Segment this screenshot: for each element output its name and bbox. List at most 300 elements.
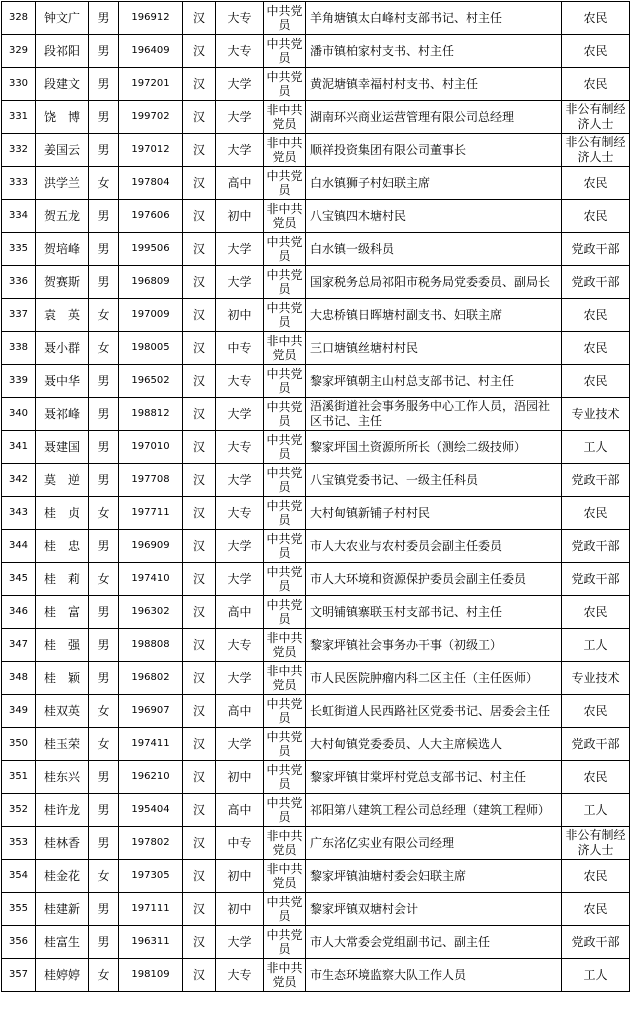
table-row [2,365,630,398]
sex-cell: 男 [89,101,119,134]
category-cell: 党政干部 [562,266,630,299]
birth-cell: 196912 [119,2,183,35]
row-number: 343 [2,497,36,530]
birth-cell: 197711 [119,497,183,530]
category-cell: 专业技术 [562,662,630,695]
category-cell: 农民 [562,68,630,101]
job-title-cell: 广东洺亿实业有限公司经理 [306,827,562,860]
birth-cell: 197010 [119,431,183,464]
party-cell: 中共党员 [264,563,306,596]
row-number: 354 [2,860,36,893]
row-number: 337 [2,299,36,332]
table-row [2,167,630,200]
education-cell: 大专 [216,629,264,662]
party-cell: 非中共党员 [264,200,306,233]
table-row [2,497,630,530]
row-number: 357 [2,959,36,992]
table-row [2,266,630,299]
name-cell: 桂金花 [36,860,89,893]
name-cell: 贺赛斯 [36,266,89,299]
category-cell: 非公有制经济人士 [562,134,630,167]
category-cell: 工人 [562,794,630,827]
row-number: 334 [2,200,36,233]
name-cell: 姜国云 [36,134,89,167]
party-cell: 中共党员 [264,266,306,299]
category-cell: 党政干部 [562,464,630,497]
sex-cell: 男 [89,761,119,794]
row-number: 353 [2,827,36,860]
ethnicity-cell: 汉 [183,530,216,563]
name-cell: 莫 逆 [36,464,89,497]
row-number: 330 [2,68,36,101]
category-cell: 党政干部 [562,563,630,596]
job-title-cell: 白水镇一级科员 [306,233,562,266]
birth-cell: 196302 [119,596,183,629]
party-cell: 中共党员 [264,35,306,68]
job-title-cell: 潘市镇柏家村支书、村主任 [306,35,562,68]
job-title-cell: 市人大常委会党组副书记、副主任 [306,926,562,959]
education-cell: 中专 [216,332,264,365]
party-cell: 中共党员 [264,167,306,200]
job-title-cell: 文明铺镇寨联玉村支部书记、村主任 [306,596,562,629]
name-cell: 桂林香 [36,827,89,860]
party-cell: 中共党员 [264,2,306,35]
row-number: 342 [2,464,36,497]
party-cell: 中共党员 [264,365,306,398]
party-cell: 中共党员 [264,233,306,266]
party-cell: 中共党员 [264,893,306,926]
table-row [2,926,630,959]
education-cell: 大学 [216,233,264,266]
sex-cell: 女 [89,959,119,992]
party-cell: 中共党员 [264,596,306,629]
education-cell: 大专 [216,35,264,68]
table-row [2,662,630,695]
table-row [2,200,630,233]
job-title-cell: 八宝镇党委书记、一级主任科员 [306,464,562,497]
party-cell: 非中共党员 [264,134,306,167]
job-title-cell: 黄泥塘镇幸福村村支书、村主任 [306,68,562,101]
ethnicity-cell: 汉 [183,662,216,695]
sex-cell: 男 [89,629,119,662]
birth-cell: 198109 [119,959,183,992]
party-cell: 中共党员 [264,761,306,794]
category-cell: 农民 [562,299,630,332]
birth-cell: 196311 [119,926,183,959]
ethnicity-cell: 汉 [183,695,216,728]
ethnicity-cell: 汉 [183,365,216,398]
table-row [2,827,630,860]
row-number: 331 [2,101,36,134]
job-title-cell: 三口塘镇丝塘村村民 [306,332,562,365]
ethnicity-cell: 汉 [183,200,216,233]
row-number: 356 [2,926,36,959]
candidate-table [1,1,630,992]
name-cell: 聂祁峰 [36,398,89,431]
sex-cell: 女 [89,695,119,728]
ethnicity-cell: 汉 [183,794,216,827]
ethnicity-cell: 汉 [183,398,216,431]
birth-cell: 197201 [119,68,183,101]
table-row [2,101,630,134]
sex-cell: 男 [89,530,119,563]
sex-cell: 男 [89,365,119,398]
party-cell: 中共党员 [264,728,306,761]
name-cell: 洪学兰 [36,167,89,200]
table-row [2,68,630,101]
ethnicity-cell: 汉 [183,893,216,926]
sex-cell: 男 [89,68,119,101]
job-title-cell: 大村甸镇党委委员、人大主席候选人 [306,728,562,761]
table-row [2,893,630,926]
ethnicity-cell: 汉 [183,2,216,35]
sex-cell: 女 [89,860,119,893]
table-row [2,35,630,68]
category-cell: 农民 [562,497,630,530]
education-cell: 大学 [216,728,264,761]
ethnicity-cell: 汉 [183,134,216,167]
category-cell: 农民 [562,332,630,365]
sex-cell: 男 [89,794,119,827]
row-number: 340 [2,398,36,431]
table-row [2,398,630,431]
sex-cell: 男 [89,233,119,266]
category-cell: 农民 [562,167,630,200]
party-cell: 中共党员 [264,464,306,497]
row-number: 355 [2,893,36,926]
education-cell: 大学 [216,68,264,101]
birth-cell: 199506 [119,233,183,266]
ethnicity-cell: 汉 [183,464,216,497]
ethnicity-cell: 汉 [183,68,216,101]
category-cell: 农民 [562,2,630,35]
education-cell: 初中 [216,200,264,233]
education-cell: 高中 [216,596,264,629]
education-cell: 大学 [216,464,264,497]
birth-cell: 197708 [119,464,183,497]
ethnicity-cell: 汉 [183,761,216,794]
birth-cell: 197606 [119,200,183,233]
table-row [2,464,630,497]
education-cell: 大专 [216,497,264,530]
birth-cell: 197804 [119,167,183,200]
table-row [2,728,630,761]
sex-cell: 女 [89,299,119,332]
job-title-cell: 黎家坪镇油塘村委会妇联主席 [306,860,562,893]
job-title-cell: 大忠桥镇日晖塘村副支书、妇联主席 [306,299,562,332]
sex-cell: 男 [89,926,119,959]
job-title-cell: 浯溪街道社会事务服务中心工作人员，浯园社区书记、主任 [306,398,562,431]
name-cell: 桂婷婷 [36,959,89,992]
party-cell: 中共党员 [264,530,306,563]
job-title-cell: 黎家坪国土资源所所长（测绘二级技师） [306,431,562,464]
table-row [2,530,630,563]
sex-cell: 男 [89,200,119,233]
party-cell: 非中共党员 [264,101,306,134]
education-cell: 大学 [216,926,264,959]
ethnicity-cell: 汉 [183,101,216,134]
sex-cell: 男 [89,827,119,860]
name-cell: 桂富生 [36,926,89,959]
ethnicity-cell: 汉 [183,926,216,959]
education-cell: 大学 [216,530,264,563]
ethnicity-cell: 汉 [183,827,216,860]
job-title-cell: 黎家坪镇双塘村会计 [306,893,562,926]
ethnicity-cell: 汉 [183,497,216,530]
party-cell: 非中共党员 [264,827,306,860]
birth-cell: 197009 [119,299,183,332]
education-cell: 大专 [216,431,264,464]
party-cell: 非中共党员 [264,662,306,695]
category-cell: 党政干部 [562,530,630,563]
name-cell: 段建文 [36,68,89,101]
education-cell: 初中 [216,860,264,893]
education-cell: 高中 [216,794,264,827]
table-row [2,860,630,893]
category-cell: 农民 [562,200,630,233]
table-row [2,431,630,464]
category-cell: 农民 [562,893,630,926]
birth-cell: 197410 [119,563,183,596]
ethnicity-cell: 汉 [183,332,216,365]
birth-cell: 197012 [119,134,183,167]
category-cell: 党政干部 [562,233,630,266]
table-row [2,629,630,662]
row-number: 341 [2,431,36,464]
name-cell: 桂双英 [36,695,89,728]
party-cell: 非中共党员 [264,332,306,365]
ethnicity-cell: 汉 [183,266,216,299]
party-cell: 中共党员 [264,497,306,530]
education-cell: 高中 [216,695,264,728]
party-cell: 中共党员 [264,695,306,728]
education-cell: 大学 [216,662,264,695]
table-row [2,233,630,266]
education-cell: 初中 [216,893,264,926]
name-cell: 钟文广 [36,2,89,35]
table-row [2,332,630,365]
name-cell: 桂玉荣 [36,728,89,761]
category-cell: 专业技术 [562,398,630,431]
sex-cell: 男 [89,398,119,431]
party-cell: 非中共党员 [264,959,306,992]
job-title-cell: 黎家坪镇社会事务办干事（初级工） [306,629,562,662]
category-cell: 农民 [562,35,630,68]
sex-cell: 男 [89,35,119,68]
name-cell: 桂 颖 [36,662,89,695]
category-cell: 党政干部 [562,926,630,959]
education-cell: 大学 [216,266,264,299]
ethnicity-cell: 汉 [183,233,216,266]
name-cell: 桂 忠 [36,530,89,563]
sex-cell: 男 [89,464,119,497]
ethnicity-cell: 汉 [183,728,216,761]
job-title-cell: 黎家坪镇朝主山村总支部书记、村主任 [306,365,562,398]
name-cell: 饶 博 [36,101,89,134]
name-cell: 聂小群 [36,332,89,365]
sex-cell: 男 [89,134,119,167]
birth-cell: 197111 [119,893,183,926]
name-cell: 聂建国 [36,431,89,464]
name-cell: 袁 英 [36,299,89,332]
job-title-cell: 大村甸镇新铺子村村民 [306,497,562,530]
category-cell: 农民 [562,860,630,893]
category-cell: 非公有制经济人士 [562,827,630,860]
sex-cell: 男 [89,2,119,35]
birth-cell: 199702 [119,101,183,134]
name-cell: 桂东兴 [36,761,89,794]
education-cell: 大专 [216,2,264,35]
party-cell: 中共党员 [264,431,306,464]
sex-cell: 女 [89,497,119,530]
ethnicity-cell: 汉 [183,860,216,893]
job-title-cell: 黎家坪镇甘棠坪村党总支部书记、村主任 [306,761,562,794]
education-cell: 初中 [216,299,264,332]
education-cell: 大专 [216,959,264,992]
job-title-cell: 白水镇狮子村妇联主席 [306,167,562,200]
ethnicity-cell: 汉 [183,431,216,464]
education-cell: 大学 [216,134,264,167]
job-title-cell: 市人大农业与农村委员会副主任委员 [306,530,562,563]
category-cell: 农民 [562,761,630,794]
name-cell: 聂中华 [36,365,89,398]
row-number: 351 [2,761,36,794]
row-number: 328 [2,2,36,35]
row-number: 345 [2,563,36,596]
education-cell: 中专 [216,827,264,860]
sex-cell: 女 [89,167,119,200]
birth-cell: 198808 [119,629,183,662]
birth-cell: 196802 [119,662,183,695]
name-cell: 桂建新 [36,893,89,926]
job-title-cell: 国家税务总局祁阳市税务局党委委员、副局长 [306,266,562,299]
birth-cell: 197411 [119,728,183,761]
row-number: 352 [2,794,36,827]
job-title-cell: 顺祥投资集团有限公司董事长 [306,134,562,167]
category-cell: 工人 [562,629,630,662]
ethnicity-cell: 汉 [183,629,216,662]
row-number: 339 [2,365,36,398]
table-body [2,2,630,992]
birth-cell: 198005 [119,332,183,365]
ethnicity-cell: 汉 [183,596,216,629]
education-cell: 大学 [216,398,264,431]
name-cell: 贺培峰 [36,233,89,266]
birth-cell: 196909 [119,530,183,563]
table-row [2,134,630,167]
ethnicity-cell: 汉 [183,35,216,68]
ethnicity-cell: 汉 [183,563,216,596]
party-cell: 中共党员 [264,794,306,827]
row-number: 347 [2,629,36,662]
ethnicity-cell: 汉 [183,959,216,992]
birth-cell: 197305 [119,860,183,893]
table-row [2,695,630,728]
category-cell: 非公有制经济人士 [562,101,630,134]
category-cell: 农民 [562,596,630,629]
table-row [2,2,630,35]
birth-cell: 196907 [119,695,183,728]
job-title-cell: 羊角塘镇太白峰村支部书记、村主任 [306,2,562,35]
education-cell: 高中 [216,167,264,200]
row-number: 348 [2,662,36,695]
party-cell: 中共党员 [264,299,306,332]
birth-cell: 196210 [119,761,183,794]
ethnicity-cell: 汉 [183,167,216,200]
table-row [2,299,630,332]
party-cell: 中共党员 [264,68,306,101]
job-title-cell: 八宝镇四木塘村民 [306,200,562,233]
birth-cell: 196409 [119,35,183,68]
education-cell: 大学 [216,101,264,134]
name-cell: 桂 贞 [36,497,89,530]
table-row [2,563,630,596]
name-cell: 贺五龙 [36,200,89,233]
row-number: 344 [2,530,36,563]
birth-cell: 196502 [119,365,183,398]
row-number: 335 [2,233,36,266]
education-cell: 大专 [216,365,264,398]
birth-cell: 197802 [119,827,183,860]
job-title-cell: 市生态环境监察大队工作人员 [306,959,562,992]
table-row [2,761,630,794]
category-cell: 农民 [562,695,630,728]
birth-cell: 196809 [119,266,183,299]
education-cell: 初中 [216,761,264,794]
sex-cell: 女 [89,563,119,596]
job-title-cell: 市人民医院肿瘤内科二区主任（主任医师） [306,662,562,695]
category-cell: 党政干部 [562,728,630,761]
name-cell: 段祁阳 [36,35,89,68]
sex-cell: 女 [89,332,119,365]
row-number: 336 [2,266,36,299]
party-cell: 中共党员 [264,926,306,959]
category-cell: 工人 [562,959,630,992]
category-cell: 工人 [562,431,630,464]
name-cell: 桂许龙 [36,794,89,827]
name-cell: 桂 莉 [36,563,89,596]
row-number: 329 [2,35,36,68]
sex-cell: 女 [89,728,119,761]
name-cell: 桂 强 [36,629,89,662]
name-cell: 桂 富 [36,596,89,629]
row-number: 333 [2,167,36,200]
party-cell: 中共党员 [264,398,306,431]
education-cell: 大学 [216,563,264,596]
birth-cell: 198812 [119,398,183,431]
table-row [2,794,630,827]
job-title-cell: 市人大环境和资源保护委员会副主任委员 [306,563,562,596]
party-cell: 非中共党员 [264,860,306,893]
job-title-cell: 湖南环兴商业运营管理有限公司总经理 [306,101,562,134]
row-number: 350 [2,728,36,761]
sex-cell: 男 [89,266,119,299]
table-row [2,596,630,629]
sex-cell: 男 [89,431,119,464]
birth-cell: 195404 [119,794,183,827]
row-number: 338 [2,332,36,365]
ethnicity-cell: 汉 [183,299,216,332]
sex-cell: 男 [89,596,119,629]
row-number: 346 [2,596,36,629]
table-row [2,959,630,992]
row-number: 332 [2,134,36,167]
category-cell: 农民 [562,365,630,398]
row-number: 349 [2,695,36,728]
job-title-cell: 长虹街道人民西路社区党委书记、居委会主任 [306,695,562,728]
job-title-cell: 祁阳第八建筑工程公司总经理（建筑工程师） [306,794,562,827]
sex-cell: 男 [89,662,119,695]
